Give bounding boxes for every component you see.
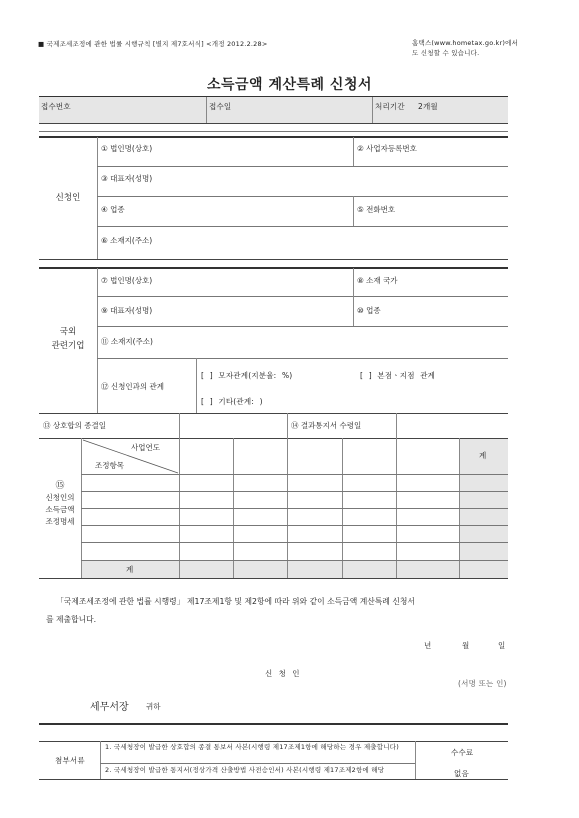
foreign-address-field[interactable]: ⑪ 소재지(주소) <box>101 337 153 346</box>
statement-bottom-border <box>39 723 508 725</box>
foreign-top-border <box>39 267 508 269</box>
receipt-date: 접수일 <box>209 102 232 111</box>
processing-period-value: 2개월 <box>418 102 438 111</box>
business-type-field[interactable]: ④ 업종 <box>101 205 125 214</box>
country-field[interactable]: ⑧ 소재 국가 <box>357 276 398 285</box>
foreign-row-line-3 <box>97 358 508 359</box>
adjustment-section-label <box>39 480 81 528</box>
address-field[interactable]: ⑥ 소재지(주소) <box>101 236 153 245</box>
adjustment-label-line-1: 신청인의 <box>45 493 75 502</box>
bullet: ■ <box>38 40 45 48</box>
fee-label: 수수료 <box>451 748 474 757</box>
representative-field[interactable]: ③ 대표자(성명) <box>101 174 153 183</box>
adjustment-row-line-2 <box>81 491 508 492</box>
agreement-end-date-label: ⑬ 상호합의 종결일 <box>43 421 106 430</box>
adjustment-row-line-6 <box>81 560 508 561</box>
hometax-note: 홈택스(www.hometax.go.kr)에서도 신청할 수 있습니다. <box>412 39 519 57</box>
foreign-col-divider-1 <box>353 268 354 296</box>
notice-received-date-label: ⑭ 결과통지서 수령일 <box>291 421 362 430</box>
applicant-row-line-3 <box>97 226 508 227</box>
receipt-divider-2 <box>372 97 373 123</box>
receipt-gap-border <box>39 131 508 132</box>
foreign-representative-field[interactable]: ⑨ 대표자(성명) <box>101 306 153 315</box>
total-row-label: 계 <box>126 565 134 574</box>
page-title: 소득금액 계산특례 신청서 <box>206 77 372 93</box>
adjustment-row-line-5 <box>81 542 508 543</box>
foreign-row-line-2 <box>97 326 508 327</box>
honorific: 귀하 <box>146 702 161 711</box>
foreign-business-type-field[interactable]: ⑩ 업종 <box>357 306 381 315</box>
processing-period-label: 처리기간 <box>375 102 405 111</box>
statement-line-1: 「국제조세조정에 관한 법률 시행령」 제17조제1항 및 제2항에 따라 위와 같이 소득금액 계산특례 신청서 <box>56 597 415 606</box>
foreign-label-line-2: 관련기업 <box>51 341 85 351</box>
foreign-corporate-name-field[interactable]: ⑦ 법인명(상호) <box>101 276 153 285</box>
foreign-col-divider-2 <box>353 296 354 326</box>
agreement-divider-1 <box>179 413 180 438</box>
foreign-section-label <box>39 325 97 353</box>
law-reference <box>38 39 328 48</box>
attachments-row-line <box>100 763 415 764</box>
adjustment-label-line-2: 소득금액 <box>45 505 75 514</box>
foreign-bottom-border <box>39 413 508 414</box>
attachments-label: 첨부서류 <box>55 756 85 765</box>
fiscal-year-header: 사업연도 <box>131 443 160 452</box>
adjustment-item-header: 조정항목 <box>95 461 124 470</box>
phone-field[interactable]: ⑤ 전화번호 <box>357 205 396 214</box>
agreement-divider-3 <box>396 413 397 438</box>
applicant-label-divider <box>97 137 98 259</box>
applicant-col-divider-2 <box>353 196 354 226</box>
receipt-divider-1 <box>206 97 207 123</box>
attachments-top-border <box>39 741 508 742</box>
applicant-section-label: 신청인 <box>55 193 81 203</box>
parent-subsidiary-option[interactable]: [ ] 모자관계(지분율: %) <box>201 371 293 380</box>
attachments-bottom-border <box>39 779 508 780</box>
agreement-divider-2 <box>287 413 288 438</box>
adjustment-label-line-3: 조정명세 <box>45 517 75 526</box>
total-row-shade <box>81 560 459 578</box>
attachments-divider-1 <box>100 741 101 779</box>
other-relationship-option[interactable]: [ ] 기타(관계: ) <box>201 397 263 406</box>
receipt-bottom-border <box>39 123 508 124</box>
adjustment-circle-number: ⑮ <box>55 481 65 491</box>
fee-value: 없음 <box>454 769 469 778</box>
date-month-label: 월 <box>462 641 470 650</box>
adjustment-bottom-border <box>39 578 508 579</box>
law-reference-text: 국제조세조정에 관한 법률 시행규칙 [별지 제7호서식] <개정 2012.2.28> <box>46 40 268 48</box>
signature-or-seal-note: (서명 또는 인) <box>458 679 507 688</box>
applicant-signature-label: 신 청 인 <box>265 669 302 678</box>
foreign-row-line-1 <box>97 296 508 297</box>
applicant-col-divider-1 <box>353 137 354 166</box>
attachment-item-2: 2. 국세청장이 발급한 통지서(정상가격 산출방법 사전승인서) 사본(시행령 제17조제2항에 해당 <box>105 766 385 774</box>
applicant-top-border <box>39 136 508 138</box>
head-branch-option[interactable]: [ ] 본점ㆍ지점 관계 <box>360 371 436 380</box>
date-year-label: 년 <box>424 641 432 650</box>
adjustment-row-line-4 <box>81 525 508 526</box>
applicant-bottom-border <box>39 259 508 260</box>
tax-office-head: 세무서장 <box>90 702 129 713</box>
adjustment-row-line-3 <box>81 508 508 509</box>
total-column-header: 계 <box>479 451 487 460</box>
relationship-divider <box>196 358 197 413</box>
date-day-label: 일 <box>498 641 506 650</box>
attachment-item-1: 1. 국세청장이 발급한 상호합의 종결 통보서 사본(시행령 제17조제1항에 해당하는 경우 제출합니다) <box>105 743 399 751</box>
receipt-number: 접수번호 <box>41 102 71 111</box>
applicant-row-line-1 <box>97 166 508 167</box>
applicant-row-line-2 <box>97 196 508 197</box>
attachments-divider-2 <box>415 741 416 779</box>
relationship-label: ⑫ 신청인과의 관계 <box>101 382 164 391</box>
corporate-name-field[interactable]: ① 법인명(상호) <box>101 144 153 153</box>
business-reg-number-field[interactable]: ② 사업자등록번호 <box>357 144 417 153</box>
adjustment-row-line-1 <box>81 474 508 475</box>
foreign-label-line-1: 국외 <box>59 327 77 337</box>
statement-line-2: 를 제출합니다. <box>46 615 97 624</box>
foreign-label-divider <box>97 268 98 413</box>
